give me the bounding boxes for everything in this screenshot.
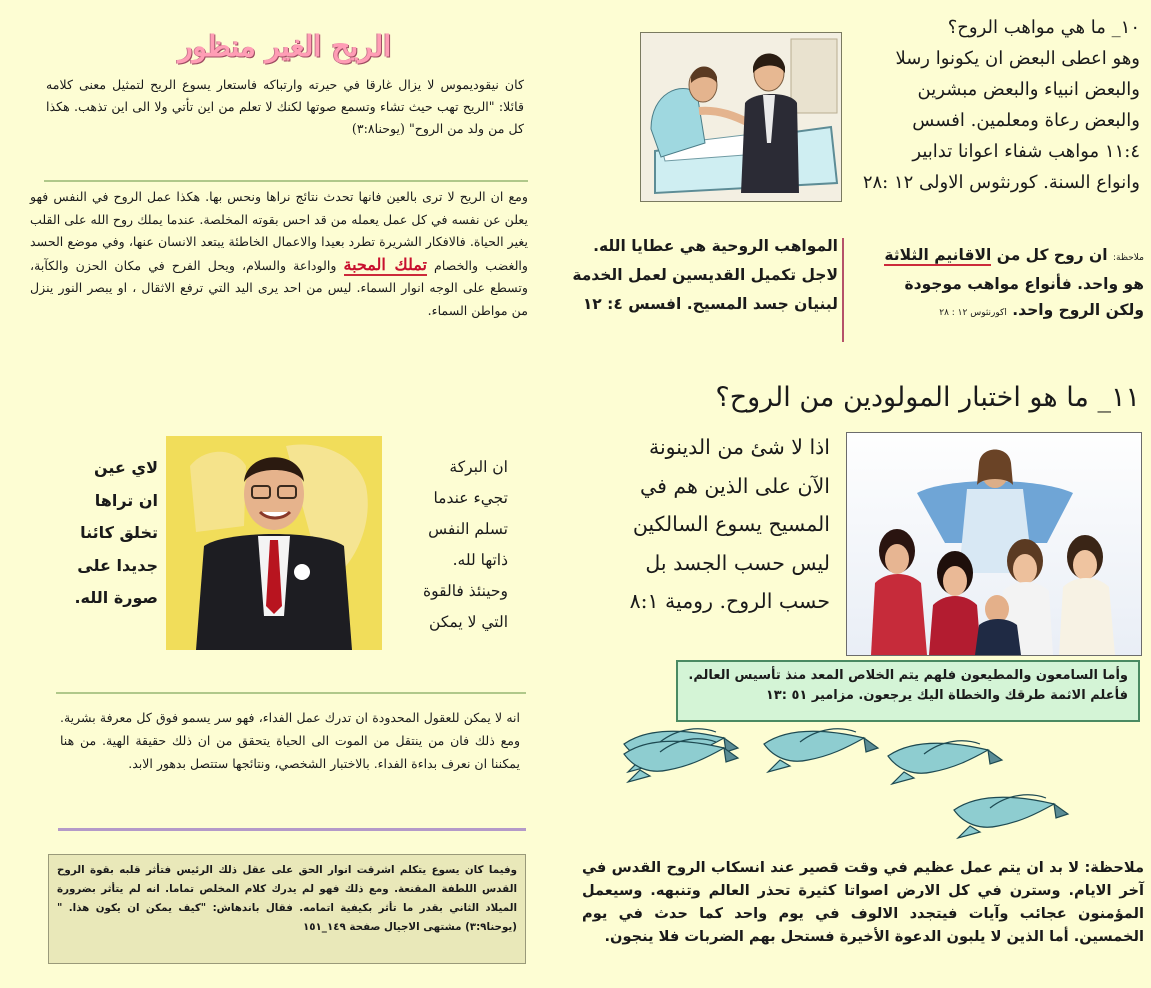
trinity-note	[848, 242, 1144, 326]
q11-line: المسيح يسوع السالكين	[632, 512, 830, 536]
wind-paragraph	[30, 186, 528, 322]
section-title: الريح الغير منظور	[178, 29, 392, 63]
angel-birds-illustration	[620, 724, 1140, 850]
creation-line: تخلق كائنا	[80, 523, 158, 542]
trinity-line-1	[848, 242, 1144, 271]
green-line-2: فأعلم الاثمة طرقك والخطاة اليك يرجعون. مزامير ٥١ :١٣	[765, 688, 1128, 703]
creation-line: لاي عين	[93, 458, 158, 477]
new-creation-text	[42, 452, 158, 615]
q10-line: والبعض انبياء والبعض مبشرين	[917, 79, 1140, 100]
q11-line: حسب الروح. رومية ٨:١	[629, 589, 830, 613]
trinity-line-2: هو واحد. فأنواع مواهب موجودة	[904, 275, 1144, 293]
spiritual-gifts-box	[560, 232, 838, 350]
gifts-line: المواهب الروحية هي عطايا الله.	[593, 237, 838, 255]
creation-line: جديدا على	[77, 555, 158, 575]
blessing-line: التي لا يمكن	[429, 613, 508, 631]
q10-line: وهو اعطى البعض ان يكونوا رسلا	[895, 48, 1140, 69]
question-10	[840, 12, 1140, 198]
horizontal-divider	[58, 828, 526, 831]
blessing-line: تجيء عندما	[433, 489, 508, 507]
creation-line: صورة الله.	[74, 588, 158, 607]
body-text: والوداعة والسلام، ويحل الفرح في مكان الحزن والكآبة، وتسطع على الوجه انوار السماء. ليس من احد يرى اليد التي ترفع الاثقال ، او يبصر النور ينزل من مواطن السماء.	[30, 257, 528, 318]
creation-line: ان تراها	[94, 490, 158, 510]
blessing-line: وحينئذ فالقوة	[423, 582, 508, 600]
intro-paragraph: كان نيقوديموس لا يزال غارقا في حيرته وارتباكه فاستعار يسوع الريح لتمثيل معنى كلامه قائلا: "الريح تهب حيث تشاء وتسمع صوتها لكنك لا تعلم من اين تأتي ولا الى اين تذهب. هكذا كل من ولد من الروح" (يوحنا٣:٨)	[46, 77, 524, 136]
q10-line: ١٠_ ما هي مواهب الروح؟	[947, 17, 1140, 38]
note-text: ان روح كل من	[991, 246, 1108, 264]
note-label: ملاحظة:	[1113, 253, 1144, 263]
blessing-line: ذاتها لله.	[452, 551, 508, 569]
gifts-line: لبنيان جسد المسيح. افسس ٤: ١٢	[582, 295, 838, 313]
note-reference: اكورنثوس ١٢ : ٢٨	[939, 308, 1007, 318]
q10-line: والبعض رعاة ومعلمين. افسس	[912, 110, 1140, 131]
horizontal-divider	[44, 180, 528, 182]
note-text: ولكن الروح واحد.	[1012, 301, 1144, 319]
trinity-line-3	[848, 297, 1144, 326]
blessing-text	[392, 452, 508, 638]
q11-line: اذا لا شئ من الدينونة	[648, 435, 830, 459]
redemption-paragraph: انه لا يمكن للعقول المحدودة ان تدرك عمل الفداء، فهو سر يسمو فوق كل معرفة بشرية. ومع ذلك فان من ينتقل من الموت الى الحياة يتحقق من ان ذلك حقيقة الهية. من هنا يمكننا ان نعرف بداءة الفداء. بالاختبار الشخصي، ونتائجها ستتصل بدهور الابد.	[60, 710, 520, 771]
smiling-man-illustration	[166, 436, 382, 650]
q10-line: وانواع السنة. كورنثوس الاولى ١٢ :٢٨	[862, 172, 1140, 193]
vertical-divider	[842, 238, 844, 342]
final-note: ملاحظة: لا بد ان يتم عمل عظيم في وقت قصير عند انسكاب الروح القدس في آخر الايام. وسترن في كل الارض اصواتا كثيرة تحذر العالم وتنبهه. وسيعمل المؤمنون عجائب وآيات فيتجدد الالوف في يوم واحد كما حدث في يوم الخمسين. أما الذين لا يلبون الدعوة الأخيرة فستحل بهم الضربات فلا ينجون.	[582, 859, 1144, 945]
gifts-line: لاجل تكميل القديسين لعمل الخدمة	[572, 266, 838, 284]
green-line-1: وأما السامعون والمطيعون فلهم يتم الخلاص المعد منذ تأسيس العالم.	[688, 668, 1128, 683]
nicodemus-quote-box: وفيما كان يسوع يتكلم اشرقت انوار الحق على عقل ذلك الرئيس فتأثر قلبه بقوة الروح القدس اللطفة المقنعة. ومع ذلك فهو لم يدرك كلام المخلص تماما. انه لم يتأثر بضرورة الميلاد الثاني بقدر ما تأثر بكيفية اتمامه. فقال باندهاش: "كيف يمكن ان يكون هذا. "(يوحنا٣:٩) مشتهى الاجيال صفحة ١٤٩_١٥١	[48, 854, 526, 964]
trinity-highlight: الاقانيم الثلاثة	[884, 246, 992, 264]
psalm-quote-box	[676, 660, 1140, 722]
blessing-line: تسلم النفس	[428, 520, 508, 538]
horizontal-divider	[56, 692, 526, 694]
q11-line: ليس حسب الجسد بل	[645, 550, 830, 575]
question-11-title: ١١_ ما هو اختبار المولودين من الروح؟	[715, 382, 1140, 413]
q11-line: الآن على الذين هم في	[640, 473, 830, 498]
blessing-line: ان البركة	[449, 458, 508, 476]
q10-line: ١١:٤ مواهب شفاء اعوانا تدابير	[912, 141, 1140, 162]
sick-bed-illustration	[640, 32, 842, 202]
love-highlight: تملك المحبة	[343, 254, 427, 274]
body-text: ومع ان الريح لا ترى بالعين فانها تحدث نتائج نراها ونحس بها. هكذا عمل الروح في النفس فهو يعلن عن نفسه في كل عمل يعمله من قد احس بقوته المخلصة. عندما يملك روح الله على القلب يغير الحياة. فالافكار الشريرة تطرد بعيدا والاعمال الخاطئة يبتعد الانسان عنها، وفي موضع الحسد والغضب والخصام	[30, 189, 528, 273]
question-11-body	[558, 428, 830, 621]
jesus-with-family-illustration	[846, 432, 1142, 656]
